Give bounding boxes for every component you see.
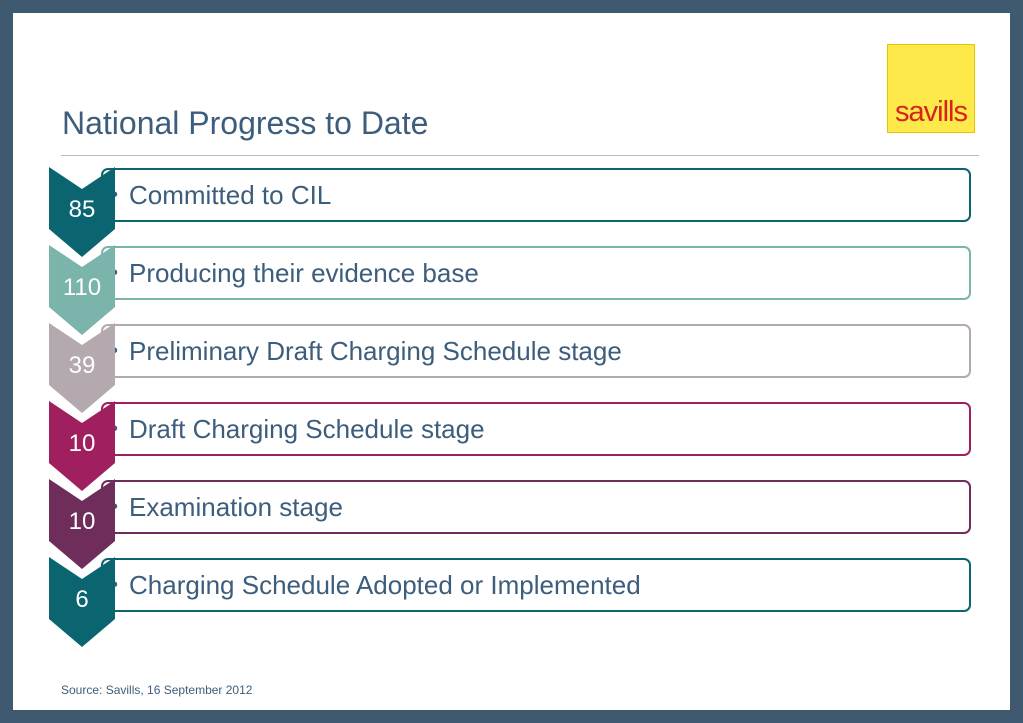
page-title: National Progress to Date (62, 105, 429, 141)
stage-label: • Preliminary Draft Charging Schedule stage (129, 336, 622, 367)
stage-box (101, 402, 971, 456)
list-item (13, 246, 1010, 336)
list-item (13, 558, 1010, 648)
stage-label: • Draft Charging Schedule stage (129, 414, 485, 445)
stage-label: • Examination stage (129, 492, 343, 523)
stage-count: 10 (68, 508, 96, 535)
stage-box (101, 246, 971, 300)
stage-label: • Producing their evidence base (129, 258, 479, 289)
stage-box (101, 480, 971, 534)
stage-count: 85 (68, 196, 96, 223)
savills-logo (887, 44, 975, 133)
stage-count: 10 (68, 430, 96, 457)
stage-box (101, 558, 971, 612)
list-item (13, 402, 1010, 492)
stage-label: • Charging Schedule Adopted or Implemented (129, 570, 641, 601)
stage-count: 110 (62, 274, 102, 301)
stage-box (101, 168, 971, 222)
logo-text: savills (895, 96, 967, 128)
source-note: Source: Savills, 16 September 2012 (61, 683, 253, 697)
list-item (13, 168, 1010, 258)
title-divider (61, 155, 979, 156)
stage-count: 39 (68, 352, 96, 379)
list-item (13, 324, 1010, 414)
stage-count: 6 (75, 586, 89, 613)
stage-label: • Committed to CIL (129, 180, 331, 211)
slide (13, 13, 1010, 710)
stage-box (101, 324, 971, 378)
list-item (13, 480, 1010, 570)
